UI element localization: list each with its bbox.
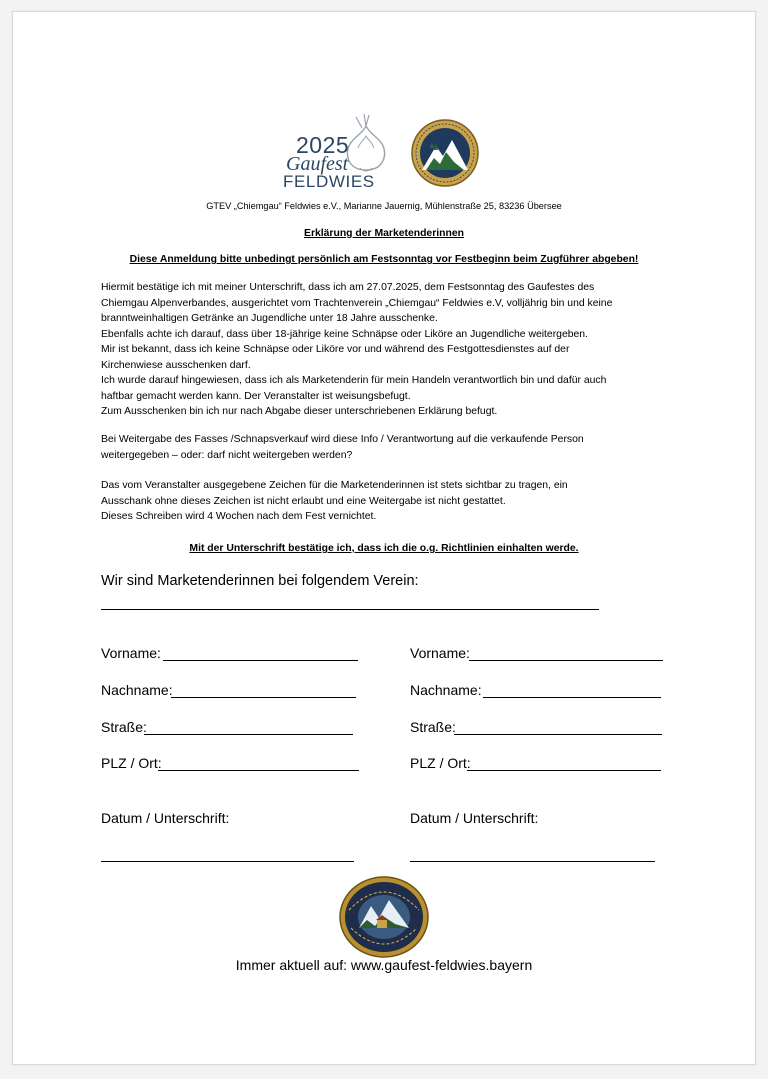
footer-website: Immer aktuell auf: www.gaufest-feldwies.bayern	[235, 957, 533, 973]
plz-label-left: PLZ / Ort:	[101, 755, 162, 771]
club-name-field[interactable]	[101, 609, 599, 610]
confirmation-text: Mit der Unterschrift bestätige ich, dass ich die o.g. Richtlinien einhalten werde.	[189, 543, 579, 554]
text-line: Dieses Schreiben wird 4 Wochen nach dem Fest vernichtet.	[101, 511, 377, 522]
logo-year: 2025	[296, 132, 350, 158]
signature-field-right[interactable]	[410, 847, 655, 862]
nachname-label-right: Nachname:	[410, 682, 482, 698]
nachname-label-left: Nachname:	[101, 682, 173, 698]
gaufest-logo	[280, 112, 390, 192]
vorname-label-left: Vorname:	[101, 645, 161, 661]
text-line: Chiemgau Alpenverbandes, ausgerichtet vom Trachtenverein „Chiemgau“ Feldwies e.V, volljährig bin und keine	[101, 297, 613, 309]
text-line: weitergegeben – oder: darf nicht weitergeben werden?	[101, 449, 353, 461]
text-line: Ich wurde darauf hingewiesen, dass ich als Marketenderin für mein Handeln verantwortlich bin und dafür auch	[101, 375, 607, 386]
text-line: Hiermit bestätige ich mit meiner Unterschrift, dass ich am 27.07.2025, dem Festsonntag des Gaufestes des	[101, 282, 595, 293]
paragraph-declaration	[101, 280, 676, 420]
logo-name: Gaufest	[286, 153, 349, 175]
strasse-field-left[interactable]	[144, 720, 353, 735]
club-label: Wir sind Marketenderinnen bei folgendem Verein:	[101, 573, 419, 589]
sender-address: GTEV „Chiemgau“ Feldwies e.V., Marianne Jauernig, Mühlenstraße 25, 83236 Übersee	[206, 201, 562, 211]
document-title: Erklärung der Marketenderinnen	[304, 228, 464, 239]
datum-label-right: Datum / Unterschrift:	[410, 810, 539, 826]
alpenverband-badge	[410, 118, 480, 193]
nachname-field-left[interactable]	[171, 683, 356, 698]
plz-field-right[interactable]	[467, 756, 661, 771]
text-line: Ebenfalls achte ich darauf, dass über 18-jährige keine Schnäpse oder Liköre an Jugendliche weitergeben.	[101, 328, 588, 340]
plz-label-right: PLZ / Ort:	[410, 755, 471, 771]
logo-place: FELDWIES	[283, 172, 375, 191]
notice-text: Diese Anmeldung bitte unbedingt persönlich am Festsonntag vor Festbeginn beim Zugführer abgeben!	[129, 254, 639, 265]
vorname-label-right: Vorname:	[410, 645, 470, 661]
vorname-field-left[interactable]	[163, 646, 358, 661]
text-line: haftbar gemacht werden kann. Der Veranstalter ist weisungsbefugt.	[101, 390, 411, 402]
text-line: Ausschank ohne dieses Zeichen ist nicht erlaubt und eine Weitergabe ist nicht gestattet.	[101, 495, 506, 507]
strasse-label-right: Straße:	[410, 719, 456, 735]
plz-field-left[interactable]	[158, 756, 359, 771]
text-line: Kirchenwiese ausschenken darf.	[101, 359, 251, 371]
strasse-label-left: Straße:	[101, 719, 147, 735]
paragraph-badge-rules	[101, 478, 676, 525]
strasse-field-right[interactable]	[454, 720, 662, 735]
text-line: Mir ist bekannt, dass ich keine Schnäpse oder Liköre vor und während des Festgottesdienstes auf der	[101, 344, 570, 355]
datum-label-left: Datum / Unterschrift:	[101, 810, 230, 826]
vorname-field-right[interactable]	[469, 646, 663, 661]
text-line: Bei Weitergabe des Fasses /Schnapsverkauf wird diese Info / Verantwortung auf die verkaufende Person	[101, 434, 584, 445]
nachname-field-right[interactable]	[483, 683, 661, 698]
text-line: Zum Ausschenken bin ich nur nach Abgabe dieser unterschriebenen Erklärung befugt.	[101, 406, 498, 417]
club-seal	[339, 876, 429, 963]
paragraph-transfer	[101, 432, 676, 463]
text-line: branntweinhaltigen Getränke an Jugendliche unter 18 Jahre ausschenke.	[101, 313, 438, 324]
signature-field-left[interactable]	[101, 847, 354, 862]
text-line: Das vom Veranstalter ausgegebene Zeichen für die Marketenderinnen ist stets sichtbar zu tragen, ein	[101, 480, 568, 491]
